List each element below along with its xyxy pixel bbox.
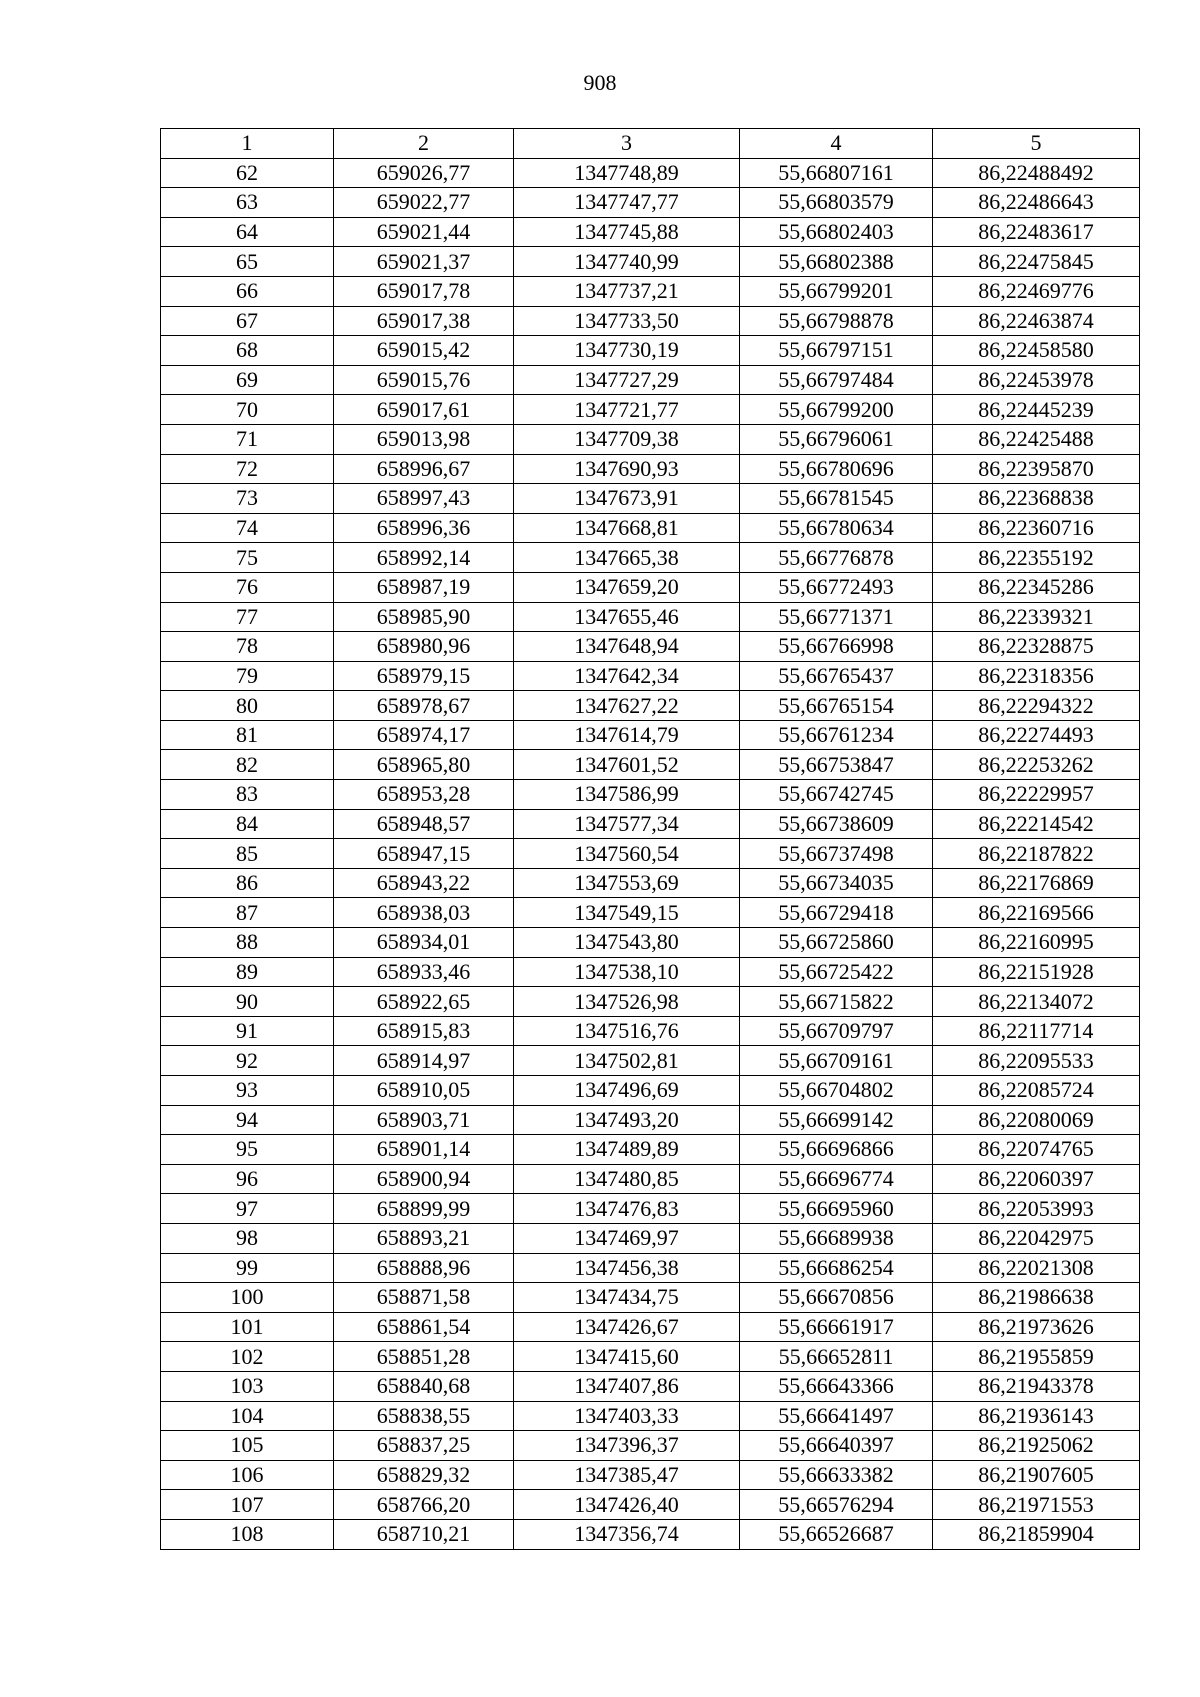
column-number-cell: 1 [161,129,334,159]
table-cell: 66 [161,276,334,306]
table-cell: 1347690,93 [514,454,740,484]
table-cell: 86,22475845 [933,247,1140,277]
table-cell: 55,66738609 [740,809,933,839]
table-cell: 86,21925062 [933,1431,1140,1461]
table-cell: 76 [161,572,334,602]
table-row [161,1076,1140,1106]
table-cell: 55,66761234 [740,720,933,750]
table-row [161,543,1140,573]
table-cell: 86,22042975 [933,1223,1140,1253]
table-cell: 86,22151928 [933,957,1140,987]
table-cell: 55,66742745 [740,780,933,810]
table-cell: 55,66802403 [740,217,933,247]
table-cell: 71 [161,424,334,454]
table-row [161,1460,1140,1490]
table-row [161,1519,1140,1549]
table-cell: 86,22274493 [933,720,1140,750]
table-cell: 78 [161,632,334,662]
table-cell: 55,66641497 [740,1401,933,1431]
table-row [161,247,1140,277]
table-cell: 79 [161,661,334,691]
table-cell: 80 [161,691,334,721]
table-cell: 1347426,67 [514,1312,740,1342]
table-cell: 69 [161,365,334,395]
table-cell: 659017,61 [334,395,514,425]
table-cell: 55,66526687 [740,1519,933,1549]
table-cell: 86,21907605 [933,1460,1140,1490]
table-cell: 1347496,69 [514,1076,740,1106]
table-cell: 88 [161,928,334,958]
table-cell: 86,22169566 [933,898,1140,928]
table-cell: 55,66633382 [740,1460,933,1490]
table-cell: 86,21986638 [933,1283,1140,1313]
table-row [161,1371,1140,1401]
coordinates-table-body [161,129,1140,1550]
table-cell: 95 [161,1135,334,1165]
table-cell: 1347469,97 [514,1223,740,1253]
table-cell: 658888,96 [334,1253,514,1283]
table-cell: 1347737,21 [514,276,740,306]
table-cell: 55,66696774 [740,1164,933,1194]
table-cell: 1347489,89 [514,1135,740,1165]
table-cell: 55,66753847 [740,750,933,780]
table-row [161,661,1140,691]
table-cell: 103 [161,1371,334,1401]
table-cell: 55,66576294 [740,1490,933,1520]
table-cell: 55,66725860 [740,928,933,958]
table-cell: 55,66670856 [740,1283,933,1313]
table-cell: 55,66715822 [740,987,933,1017]
table-cell: 1347642,34 [514,661,740,691]
table-cell: 1347407,86 [514,1371,740,1401]
table-cell: 1347526,98 [514,987,740,1017]
table-cell: 658933,46 [334,957,514,987]
table-cell: 658851,28 [334,1342,514,1372]
table-cell: 86,22425488 [933,424,1140,454]
table-cell: 659021,44 [334,217,514,247]
table-cell: 658978,67 [334,691,514,721]
table-row [161,158,1140,188]
table-cell: 86,22453978 [933,365,1140,395]
table-cell: 63 [161,188,334,218]
table-cell: 1347502,81 [514,1046,740,1076]
table-row [161,276,1140,306]
table-cell: 1347659,20 [514,572,740,602]
table-cell: 1347655,46 [514,602,740,632]
table-cell: 659022,77 [334,188,514,218]
table-cell: 86,22187822 [933,839,1140,869]
table-row [161,898,1140,928]
table-cell: 97 [161,1194,334,1224]
table-cell: 1347627,22 [514,691,740,721]
table-cell: 55,66689938 [740,1223,933,1253]
table-cell: 86,22080069 [933,1105,1140,1135]
table-cell: 86,22229957 [933,780,1140,810]
table-cell: 74 [161,513,334,543]
table-cell: 659026,77 [334,158,514,188]
table-cell: 55,66772493 [740,572,933,602]
table-row [161,750,1140,780]
table-cell: 658871,58 [334,1283,514,1313]
table-cell: 1347668,81 [514,513,740,543]
table-cell: 86,22463874 [933,306,1140,336]
table-cell: 658996,36 [334,513,514,543]
table-cell: 1347614,79 [514,720,740,750]
table-row [161,188,1140,218]
table-row [161,987,1140,1017]
table-cell: 55,66771371 [740,602,933,632]
table-cell: 86,22176869 [933,868,1140,898]
table-cell: 658979,15 [334,661,514,691]
table-row [161,839,1140,869]
table-cell: 658915,83 [334,1016,514,1046]
table-cell: 1347553,69 [514,868,740,898]
table-cell: 107 [161,1490,334,1520]
table-cell: 82 [161,750,334,780]
table-cell: 659017,38 [334,306,514,336]
table-cell: 1347549,15 [514,898,740,928]
table-cell: 55,66766998 [740,632,933,662]
table-cell: 1347560,54 [514,839,740,869]
table-cell: 1347456,38 [514,1253,740,1283]
table-cell: 658901,14 [334,1135,514,1165]
table-row [161,1105,1140,1135]
table-cell: 86,22060397 [933,1164,1140,1194]
table-row [161,395,1140,425]
table-cell: 86,22134072 [933,987,1140,1017]
table-cell: 55,66776878 [740,543,933,573]
table-cell: 86,22469776 [933,276,1140,306]
table-cell: 55,66765437 [740,661,933,691]
table-cell: 55,66686254 [740,1253,933,1283]
table-cell: 75 [161,543,334,573]
table-cell: 658947,15 [334,839,514,869]
table-row [161,336,1140,366]
table-cell: 77 [161,602,334,632]
table-cell: 86,22117714 [933,1016,1140,1046]
table-cell: 86,22160995 [933,928,1140,958]
table-cell: 658992,14 [334,543,514,573]
table-cell: 659021,37 [334,247,514,277]
table-cell: 86,22053993 [933,1194,1140,1224]
table-cell: 86,22074765 [933,1135,1140,1165]
table-cell: 64 [161,217,334,247]
table-row [161,632,1140,662]
table-cell: 86,22395870 [933,454,1140,484]
table-cell: 86,22021308 [933,1253,1140,1283]
column-number-cell: 3 [514,129,740,159]
table-row [161,1342,1140,1372]
table-cell: 1347538,10 [514,957,740,987]
table-cell: 70 [161,395,334,425]
table-row [161,720,1140,750]
table-cell: 658829,32 [334,1460,514,1490]
table-cell: 658943,22 [334,868,514,898]
table-cell: 55,66652811 [740,1342,933,1372]
table-cell: 84 [161,809,334,839]
table-cell: 658965,80 [334,750,514,780]
table-cell: 85 [161,839,334,869]
table-cell: 55,66797151 [740,336,933,366]
table-cell: 86,22360716 [933,513,1140,543]
page-number: 908 [583,70,617,95]
table-cell: 55,66709797 [740,1016,933,1046]
table-cell: 65 [161,247,334,277]
table-cell: 91 [161,1016,334,1046]
table-cell: 1347709,38 [514,424,740,454]
table-cell: 86,22214542 [933,809,1140,839]
table-cell: 102 [161,1342,334,1372]
table-cell: 89 [161,957,334,987]
table-cell: 83 [161,780,334,810]
table-cell: 1347740,99 [514,247,740,277]
table-cell: 86,22458580 [933,336,1140,366]
table-cell: 86,21943378 [933,1371,1140,1401]
table-cell: 658948,57 [334,809,514,839]
table-cell: 55,66661917 [740,1312,933,1342]
table-cell: 94 [161,1105,334,1135]
table-row [161,306,1140,336]
table-cell: 659013,98 [334,424,514,454]
table-row [161,957,1140,987]
table-cell: 86,22486643 [933,188,1140,218]
table-row [161,1046,1140,1076]
table-cell: 55,66803579 [740,188,933,218]
table-cell: 1347601,52 [514,750,740,780]
table-row [161,1135,1140,1165]
table-cell: 98 [161,1223,334,1253]
table-cell: 55,66798878 [740,306,933,336]
table-cell: 86,22339321 [933,602,1140,632]
table-row [161,1164,1140,1194]
table-row [161,780,1140,810]
table-row [161,1223,1140,1253]
table-cell: 1347730,19 [514,336,740,366]
table-cell: 55,66799200 [740,395,933,425]
column-number-cell: 5 [933,129,1140,159]
table-cell: 86,21936143 [933,1401,1140,1431]
table-cell: 55,66797484 [740,365,933,395]
table-cell: 86,22355192 [933,543,1140,573]
table-cell: 99 [161,1253,334,1283]
table-row [161,424,1140,454]
table-cell: 55,66725422 [740,957,933,987]
table-cell: 96 [161,1164,334,1194]
table-cell: 1347748,89 [514,158,740,188]
table-cell: 86,21955859 [933,1342,1140,1372]
table-cell: 73 [161,484,334,514]
table-cell: 1347396,37 [514,1431,740,1461]
table-cell: 658985,90 [334,602,514,632]
table-cell: 1347721,77 [514,395,740,425]
table-cell: 55,66699142 [740,1105,933,1135]
table-cell: 658766,20 [334,1490,514,1520]
table-cell: 100 [161,1283,334,1313]
table-cell: 86,22368838 [933,484,1140,514]
table-cell: 1347747,77 [514,188,740,218]
table-cell: 1347577,34 [514,809,740,839]
table-cell: 1347543,80 [514,928,740,958]
table-cell: 658980,96 [334,632,514,662]
table-cell: 658934,01 [334,928,514,958]
table-cell: 1347480,85 [514,1164,740,1194]
table-cell: 1347415,60 [514,1342,740,1372]
table-cell: 55,66643366 [740,1371,933,1401]
table-cell: 86,22445239 [933,395,1140,425]
table-cell: 86,22095533 [933,1046,1140,1076]
table-row [161,1283,1140,1313]
table-cell: 1347516,76 [514,1016,740,1046]
table-cell: 104 [161,1401,334,1431]
table-cell: 55,66799201 [740,276,933,306]
table-cell: 86,22345286 [933,572,1140,602]
table-row [161,1431,1140,1461]
table-cell: 86,22488492 [933,158,1140,188]
table-row [161,1401,1140,1431]
table-cell: 86,22085724 [933,1076,1140,1106]
table-cell: 55,66807161 [740,158,933,188]
table-cell: 658922,65 [334,987,514,1017]
table-cell: 658996,67 [334,454,514,484]
table-cell: 62 [161,158,334,188]
table-row [161,572,1140,602]
table-row [161,365,1140,395]
column-number-cell: 2 [334,129,514,159]
table-cell: 55,66781545 [740,484,933,514]
table-cell: 55,66695960 [740,1194,933,1224]
table-cell: 1347745,88 [514,217,740,247]
table-cell: 55,66780634 [740,513,933,543]
table-row [161,217,1140,247]
table-row [161,513,1140,543]
table-cell: 101 [161,1312,334,1342]
table-cell: 86,21971553 [933,1490,1140,1520]
table-cell: 55,66802388 [740,247,933,277]
table-cell: 658840,68 [334,1371,514,1401]
table-cell: 86,22328875 [933,632,1140,662]
table-cell: 1347426,40 [514,1490,740,1520]
table-cell: 658953,28 [334,780,514,810]
table-cell: 86,22318356 [933,661,1140,691]
table-cell: 658974,17 [334,720,514,750]
table-cell: 72 [161,454,334,484]
table-cell: 1347727,29 [514,365,740,395]
table-cell: 1347434,75 [514,1283,740,1313]
table-cell: 55,66796061 [740,424,933,454]
table-cell: 1347673,91 [514,484,740,514]
table-row [161,1312,1140,1342]
table-cell: 1347356,74 [514,1519,740,1549]
table-cell: 659017,78 [334,276,514,306]
table-cell: 658861,54 [334,1312,514,1342]
table-cell: 55,66704802 [740,1076,933,1106]
table-cell: 86,21859904 [933,1519,1140,1549]
table-cell: 55,66696866 [740,1135,933,1165]
table-row [161,454,1140,484]
table-cell: 1347493,20 [514,1105,740,1135]
table-cell: 55,66640397 [740,1431,933,1461]
table-cell: 1347476,83 [514,1194,740,1224]
table-cell: 658903,71 [334,1105,514,1135]
table-cell: 55,66729418 [740,898,933,928]
table-cell: 658900,94 [334,1164,514,1194]
table-cell: 1347648,94 [514,632,740,662]
table-cell: 55,66737498 [740,839,933,869]
table-cell: 55,66765154 [740,691,933,721]
table-cell: 1347403,33 [514,1401,740,1431]
table-cell: 55,66780696 [740,454,933,484]
table-cell: 105 [161,1431,334,1461]
table-cell: 81 [161,720,334,750]
table-cell: 658987,19 [334,572,514,602]
table-cell: 90 [161,987,334,1017]
table-cell: 658838,55 [334,1401,514,1431]
table-cell: 659015,76 [334,365,514,395]
table-cell: 658837,25 [334,1431,514,1461]
table-cell: 658910,05 [334,1076,514,1106]
coordinates-table [160,128,1140,1550]
table-cell: 55,66709161 [740,1046,933,1076]
table-cell: 106 [161,1460,334,1490]
table-cell: 86,21973626 [933,1312,1140,1342]
table-row [161,809,1140,839]
table-row [161,484,1140,514]
table-cell: 87 [161,898,334,928]
table-row [161,691,1140,721]
table-row [161,1016,1140,1046]
table-cell: 86,22483617 [933,217,1140,247]
table-cell: 86 [161,868,334,898]
table-row [161,928,1140,958]
table-cell: 658710,21 [334,1519,514,1549]
table-row [161,1253,1140,1283]
table-cell: 55,66734035 [740,868,933,898]
table-row [161,1194,1140,1224]
table-cell: 658938,03 [334,898,514,928]
table-cell: 1347385,47 [514,1460,740,1490]
table-row [161,602,1140,632]
table-cell: 86,22294322 [933,691,1140,721]
table-header-row [161,129,1140,159]
table-cell: 1347586,99 [514,780,740,810]
table-cell: 67 [161,306,334,336]
column-number-cell: 4 [740,129,933,159]
table-cell: 68 [161,336,334,366]
table-cell: 658997,43 [334,484,514,514]
table-cell: 659015,42 [334,336,514,366]
table-cell: 1347665,38 [514,543,740,573]
table-cell: 658899,99 [334,1194,514,1224]
table-cell: 92 [161,1046,334,1076]
table-cell: 93 [161,1076,334,1106]
table-cell: 1347733,50 [514,306,740,336]
table-cell: 108 [161,1519,334,1549]
table-cell: 658893,21 [334,1223,514,1253]
table-cell: 86,22253262 [933,750,1140,780]
table-cell: 658914,97 [334,1046,514,1076]
table-row [161,868,1140,898]
table-row [161,1490,1140,1520]
